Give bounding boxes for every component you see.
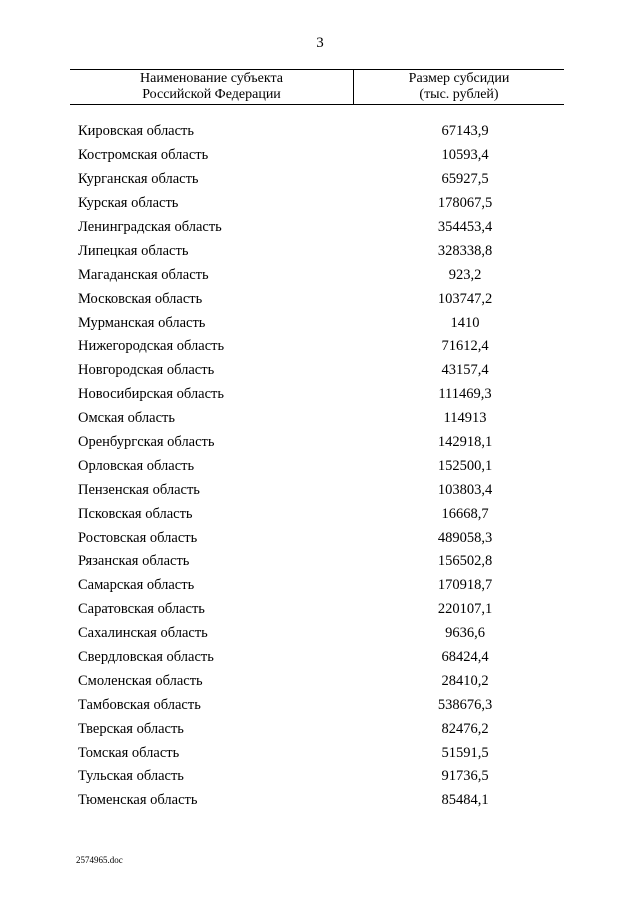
subsidy-amount-cell: 111469,3 (438, 386, 492, 403)
table-row (78, 598, 564, 622)
table-row (78, 263, 564, 287)
subsidy-amount-cell: 1410 (450, 314, 480, 331)
subject-name-cell: Оренбургская область (78, 434, 215, 451)
subsidy-amount-cell: 103803,4 (437, 481, 493, 498)
table-row (78, 717, 564, 741)
table-row (78, 335, 564, 359)
subsidy-amount-cell: 114913 (443, 410, 487, 427)
header-subject-name-line-1: Наименование субъекта (140, 71, 283, 86)
table-row (78, 311, 564, 335)
table-row (78, 646, 564, 670)
table-row (78, 431, 564, 455)
subject-name-cell: Магаданская область (78, 266, 209, 283)
subject-name-cell: Новгородская область (78, 362, 215, 379)
subject-name-cell: Кировская область (78, 123, 195, 140)
subject-name-cell: Саратовская область (78, 601, 205, 618)
subject-name-cell: Сахалинская область (78, 625, 208, 642)
subsidy-amount-cell: 85484,1 (441, 792, 489, 809)
subsidy-amount-cell: 67143,9 (441, 123, 489, 140)
subsidy-amount-cell: 142918,1 (437, 434, 493, 451)
subject-name-cell: Омская область (78, 410, 175, 427)
subsidy-amount-cell: 103747,2 (437, 290, 493, 307)
subsidy-amount-cell: 65927,5 (441, 171, 489, 188)
table-row (78, 239, 564, 263)
subsidy-amount-cell: 923,2 (448, 266, 482, 283)
header-subsidy-amount-line-1: Размер субсидии (408, 71, 510, 86)
table-row (78, 526, 564, 550)
subject-name-cell: Тюменская область (78, 792, 198, 809)
subsidy-amount-cell: 16668,7 (441, 505, 489, 522)
table-row (78, 789, 564, 813)
table-row (78, 216, 564, 240)
subject-name-cell: Липецкая область (78, 242, 189, 259)
table-row (78, 359, 564, 383)
subject-name-cell: Ростовская область (78, 529, 198, 546)
table-row (78, 287, 564, 311)
subsidy-amount-cell: 538676,3 (437, 696, 493, 713)
table-row (78, 168, 564, 192)
subsidy-amount-cell: 43157,4 (441, 362, 489, 379)
subject-name-cell: Курская область (78, 195, 179, 212)
subject-name-cell: Костромская область (78, 147, 209, 164)
subject-name-cell: Тамбовская область (78, 696, 201, 713)
table-row (78, 454, 564, 478)
table-row (78, 144, 564, 168)
subject-name-cell: Томская область (78, 744, 180, 761)
table-row (78, 669, 564, 693)
page-number: 3 (316, 35, 324, 51)
subsidy-amount-cell: 178067,5 (437, 195, 493, 212)
subject-name-cell: Тульская область (78, 768, 184, 785)
subject-name-cell: Псковская область (78, 505, 193, 522)
subsidy-amount-cell: 220107,1 (437, 601, 493, 618)
subject-name-cell: Орловская область (78, 457, 195, 474)
subject-name-cell: Мурманская область (78, 314, 206, 331)
table-row (78, 622, 564, 646)
table-row (78, 693, 564, 717)
header-subject-name (70, 70, 354, 104)
subsidy-amount-cell: 91736,5 (441, 768, 489, 785)
header-subsidy-amount-line-2: (тыс. рублей) (419, 87, 499, 102)
subject-name-cell: Ленинградская область (78, 219, 222, 235)
subsidy-amount-cell: 71612,4 (441, 338, 489, 355)
subsidy-amount-cell: 82476,2 (441, 720, 489, 737)
subsidy-amount-cell: 28410,2 (441, 672, 489, 689)
subsidy-amount-cell: 10593,4 (441, 147, 489, 164)
table-row (78, 765, 564, 789)
subsidy-amount-cell: 152500,1 (437, 457, 493, 474)
subsidy-amount-cell: 170918,7 (437, 577, 493, 594)
subject-name-cell: Рязанская область (78, 553, 190, 570)
subsidy-amount-cell: 68424,4 (441, 649, 489, 666)
subsidy-amount-cell: 354453,4 (437, 219, 493, 235)
subject-name-cell: Московская область (78, 290, 203, 307)
subsidy-amount-cell: 328338,8 (437, 242, 493, 259)
subsidy-amount-cell: 51591,5 (441, 744, 489, 761)
subject-name-cell: Пензенская область (78, 481, 200, 498)
table-row (78, 574, 564, 598)
subject-name-cell: Новосибирская область (78, 386, 224, 403)
table-body (78, 120, 564, 813)
subsidy-amount-cell: 156502,8 (437, 553, 493, 570)
table-row (78, 192, 564, 216)
table-row (78, 478, 564, 502)
table-row (78, 407, 564, 431)
subject-name-cell: Тверская область (78, 720, 184, 737)
subsidy-amount-cell: 489058,3 (437, 529, 493, 546)
document-id: 2574965.doc (76, 855, 123, 865)
table-row (78, 120, 564, 144)
table-row (78, 383, 564, 407)
subject-name-cell: Свердловская область (78, 649, 214, 666)
subject-name-cell: Самарская область (78, 577, 195, 594)
table-row (78, 502, 564, 526)
table-row (78, 741, 564, 765)
header-subject-name-line-2: Российской Федерации (142, 87, 281, 102)
table-header (70, 69, 564, 105)
subject-name-cell: Нижегородская область (78, 338, 225, 355)
table-row (78, 550, 564, 574)
header-subsidy-amount (354, 70, 564, 104)
subject-name-cell: Курганская область (78, 171, 199, 188)
subsidy-amount-cell: 9636,6 (445, 625, 485, 642)
subject-name-cell: Смоленская область (78, 672, 203, 689)
